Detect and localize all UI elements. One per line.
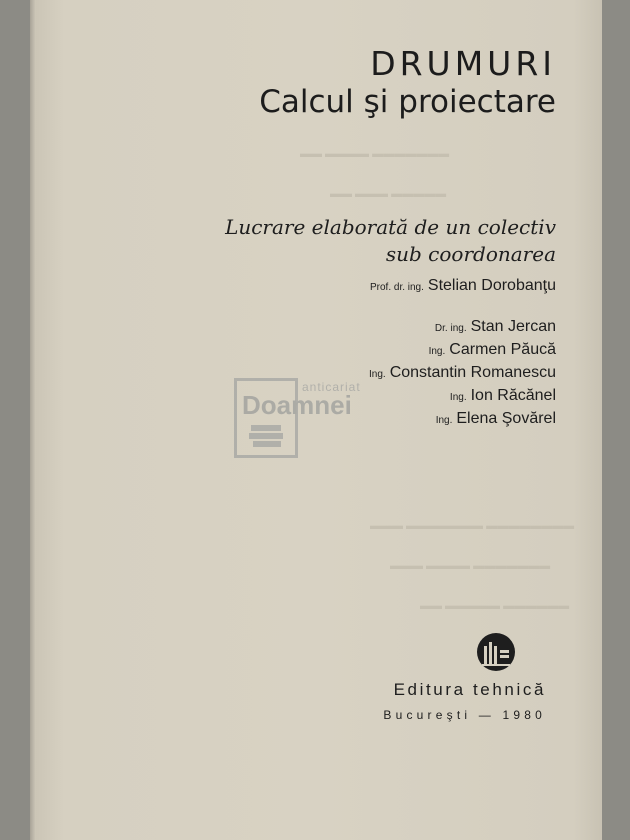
show-through-text: ▬▬ ▬▬▬ ▬▬▬▬▬ <box>330 188 447 200</box>
coordinator-name: Stelian Dorobanţu <box>427 277 556 294</box>
author-name: Stan Jercan <box>470 318 556 335</box>
author-item <box>369 339 556 362</box>
book-subtitle: Calcul şi proiectare <box>259 84 556 120</box>
watermark-name: Doamnei <box>242 390 352 420</box>
show-through-text: ▬▬▬ ▬▬▬▬ ▬▬▬▬▬▬▬ <box>390 560 551 572</box>
intro-text <box>225 214 556 268</box>
author-title: Ing. <box>449 392 467 403</box>
book-title: DRUMURI <box>370 44 556 83</box>
show-through-text: ▬▬ ▬▬▬▬ ▬▬▬▬▬▬▬ <box>300 148 450 160</box>
watermark <box>234 378 384 460</box>
author-item <box>369 385 556 408</box>
author-name: Carmen Păucă <box>449 341 556 358</box>
watermark-top-text: anticariat <box>302 380 361 394</box>
page-binding-edge <box>30 0 36 840</box>
publisher-name: Editura tehnică <box>393 680 546 699</box>
author-title: Dr. ing. <box>434 323 467 334</box>
author-item <box>369 316 556 339</box>
show-through-text: ▬▬ ▬▬▬▬▬ ▬▬▬▬▬▬ <box>420 600 570 612</box>
intro-line: sub coordonarea <box>385 242 556 266</box>
author-name: Ion Răcănel <box>470 387 556 404</box>
author-list <box>369 316 556 431</box>
factory-logo-icon <box>476 632 516 672</box>
intro-line: Lucrare elaborată de un colectiv <box>225 215 556 239</box>
coordinator <box>370 277 556 295</box>
author-name: Elena Şovărel <box>456 410 556 427</box>
author-item <box>369 362 556 385</box>
show-through-text: ▬▬▬ ▬▬▬▬▬▬▬ ▬▬▬▬▬▬▬▬ <box>370 520 575 532</box>
publisher-city-year: Bucureşti — 1980 <box>383 708 546 722</box>
author-title: Ing. <box>428 346 446 357</box>
author-title: Ing. <box>369 369 386 380</box>
publisher-block <box>383 680 546 722</box>
coordinator-title: Prof. dr. ing. <box>369 282 424 293</box>
author-name: Constantin Romanescu <box>389 364 556 381</box>
author-title: Ing. <box>435 415 453 426</box>
author-item <box>369 408 556 431</box>
